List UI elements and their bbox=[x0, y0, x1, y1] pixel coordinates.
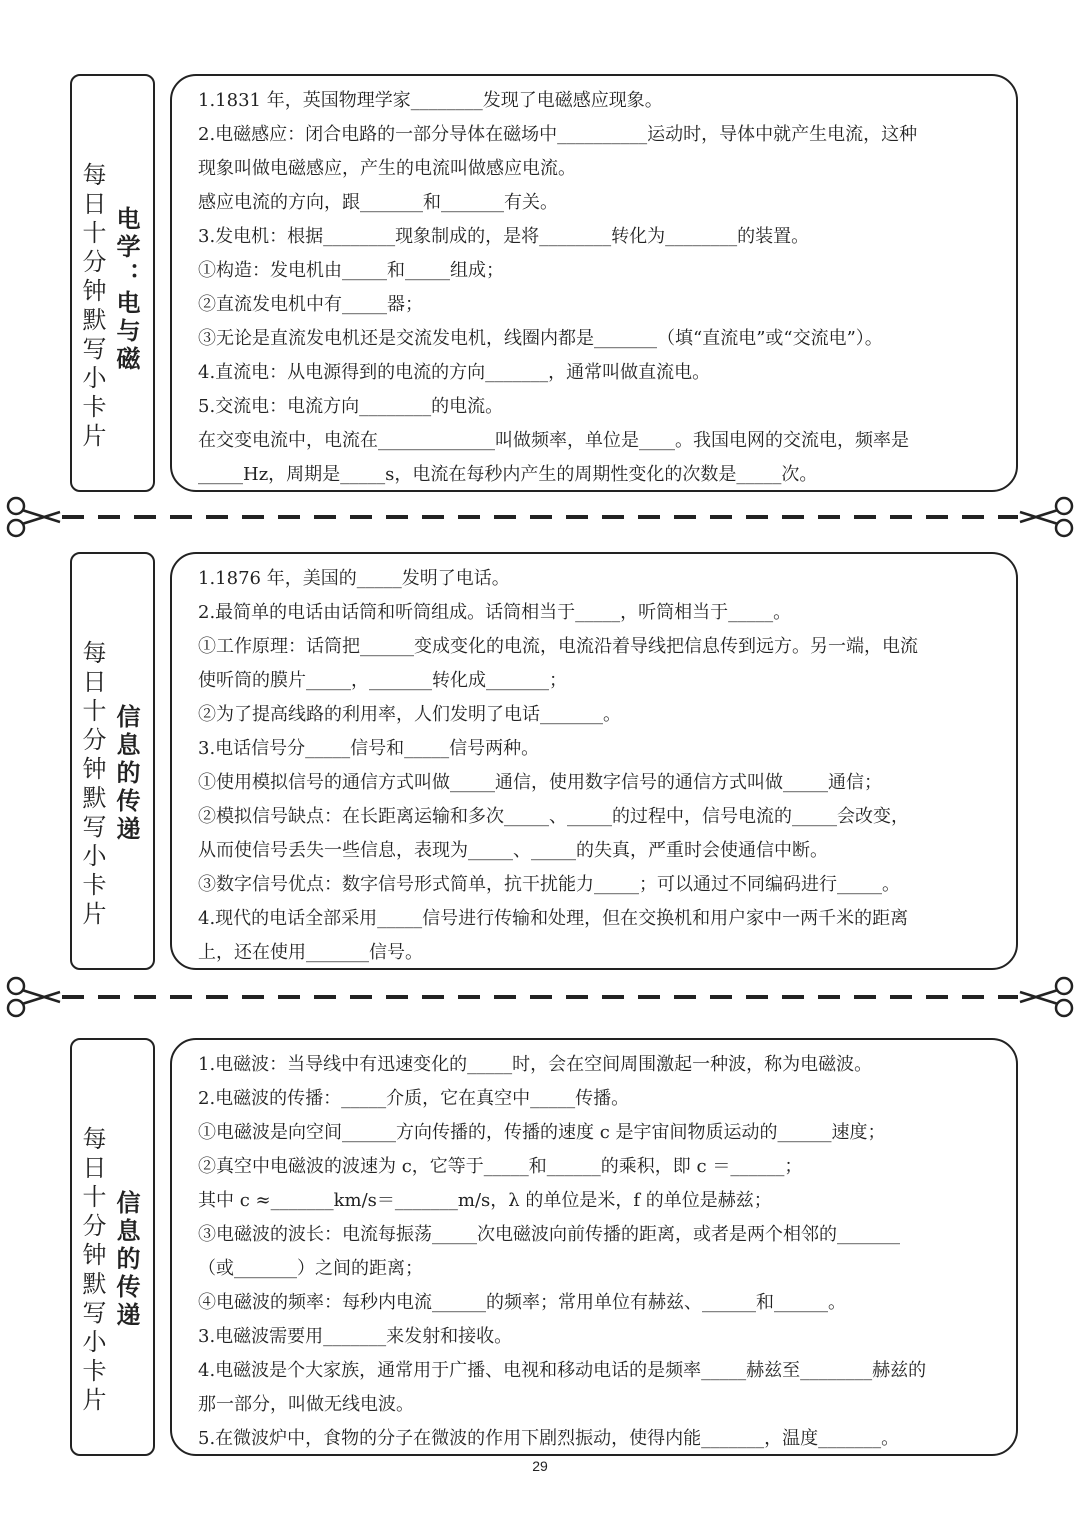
card-line: 现象叫做电磁感应，产生的电流叫做感应电流。 bbox=[198, 158, 576, 179]
card-line: ④电磁波的频率：每秒内电流______的频率；常用单位有赫兹、______和______。 bbox=[198, 1292, 846, 1313]
side-subtitle: 每日十分钟默写小卡片 bbox=[78, 162, 106, 452]
card-line: 2.电磁波的传播：_____介质，它在真空中_____传播。 bbox=[198, 1088, 630, 1109]
card-line: 3.电话信号分_____信号和_____信号两种。 bbox=[198, 738, 540, 759]
page-number: 29 bbox=[532, 1458, 548, 1474]
card-line: ②真空中电磁波的波速为 c，它等于_____和______的乘积，即 c ＝______； bbox=[198, 1156, 803, 1177]
card-line: ③数字信号优点：数字信号形式简单，抗干扰能力_____；可以通过不同编码进行_____。 bbox=[198, 874, 900, 895]
card-line: _____Hz，周期是_____s，电流在每秒内产生的周期性变化的次数是_____次。 bbox=[198, 464, 818, 485]
card-line: 4.电磁波是个大家族，通常用于广播、电视和移动电话的是频率_____赫兹至________赫兹的 bbox=[198, 1360, 927, 1381]
side-subtitle: 每日十分钟默写小卡片 bbox=[78, 640, 106, 930]
card-line: 使听筒的膜片_____，_______转化成_______； bbox=[198, 670, 567, 691]
card-line: ③电磁波的波长：电流每振荡_____次电磁波向前传播的距离，或者是两个相邻的_______ bbox=[198, 1224, 900, 1245]
card-line: 1.电磁波：当导线中有迅速变化的_____时，会在空间周围激起一种波，称为电磁波。 bbox=[198, 1054, 873, 1075]
scissors-icon bbox=[8, 978, 60, 1016]
cut-line bbox=[0, 972, 1080, 1022]
scissors-icon bbox=[1020, 978, 1072, 1016]
card-line: ①电磁波是向空间______方向传播的，传播的速度 c 是宇宙间物质运动的______速度； bbox=[198, 1122, 886, 1143]
card-line: 上，还在使用_______信号。 bbox=[198, 942, 423, 963]
card-line: 3.电磁波需要用_______来发射和接收。 bbox=[198, 1326, 513, 1347]
side-topic: 信息的传递 bbox=[112, 704, 140, 844]
card-line: 那一部分，叫做无线电波。 bbox=[198, 1394, 414, 1415]
card-line: 4.直流电：从电源得到的电流的方向_______，通常叫做直流电。 bbox=[198, 362, 711, 383]
card-line: 感应电流的方向，跟_______和_______有关。 bbox=[198, 192, 558, 213]
card-line: ①使用模拟信号的通信方式叫做_____通信，使用数字信号的通信方式叫做_____通信； bbox=[198, 772, 882, 793]
cut-line bbox=[0, 492, 1080, 542]
card-line: 1.1831 年，英国物理学家________发现了电磁感应现象。 bbox=[198, 90, 663, 111]
side-label-3 bbox=[70, 1038, 155, 1456]
side-label-1 bbox=[70, 74, 155, 492]
card-line: （或_______）之间的距离； bbox=[198, 1258, 423, 1279]
card-line: 1.1876 年，美国的_____发明了电话。 bbox=[198, 568, 510, 589]
card-line: 4.现代的电话全部采用_____信号进行传输和处理，但在交换机和用户家中一两千米的距离 bbox=[198, 908, 909, 929]
card-line: ②为了提高线路的利用率，人们发明了电话_______。 bbox=[198, 704, 621, 725]
card-line: ①工作原理：话筒把______变成变化的电流，电流沿着导线把信息传到远方。另一端，电流 bbox=[198, 636, 918, 657]
card-line: 5.交流电：电流方向________的电流。 bbox=[198, 396, 504, 417]
card-line: ②模拟信号缺点：在长距离运输和多次_____、_____的过程中，信号电流的_____会改变， bbox=[198, 806, 909, 827]
card-line: 2.电磁感应：闭合电路的一部分导体在磁场中__________运动时，导体中就产生电流，这种 bbox=[198, 124, 918, 145]
side-label-2 bbox=[70, 552, 155, 970]
card-3 bbox=[170, 1038, 1018, 1456]
card-line: 5.在微波炉中，食物的分子在微波的作用下剧烈振动，使得内能_______，温度_______。 bbox=[198, 1428, 900, 1449]
card-2 bbox=[170, 552, 1018, 970]
scissors-icon bbox=[8, 498, 60, 536]
card-line: 2.最简单的电话由话筒和听筒组成。话筒相当于_____，听筒相当于_____。 bbox=[198, 602, 792, 623]
side-topic: 电学：电与磁 bbox=[112, 206, 140, 374]
card-line: 3.发电机：根据________现象制成的，是将________转化为________的装置。 bbox=[198, 226, 810, 247]
card-line: ③无论是直流发电机还是交流发电机，线圈内都是_______（填“直流电”或“交流电”）。 bbox=[198, 328, 883, 349]
card-1 bbox=[170, 74, 1018, 492]
card-line: 其中 c ≈_______km/s＝_______m/s，λ 的单位是米，f 的单位是赫兹； bbox=[198, 1190, 772, 1211]
side-topic: 信息的传递 bbox=[112, 1190, 140, 1330]
card-line: 在交变电流中，电流在_____________叫做频率，单位是____。我国电网的交流电，频率是 bbox=[198, 430, 909, 451]
card-line: ②直流发电机中有_____器； bbox=[198, 294, 423, 315]
scissors-icon bbox=[1020, 498, 1072, 536]
side-subtitle: 每日十分钟默写小卡片 bbox=[78, 1126, 106, 1416]
card-line: ①构造：发电机由_____和_____组成； bbox=[198, 260, 504, 281]
card-line: 从而使信号丢失一些信息，表现为_____、_____的失真，严重时会使通信中断。 bbox=[198, 840, 828, 861]
